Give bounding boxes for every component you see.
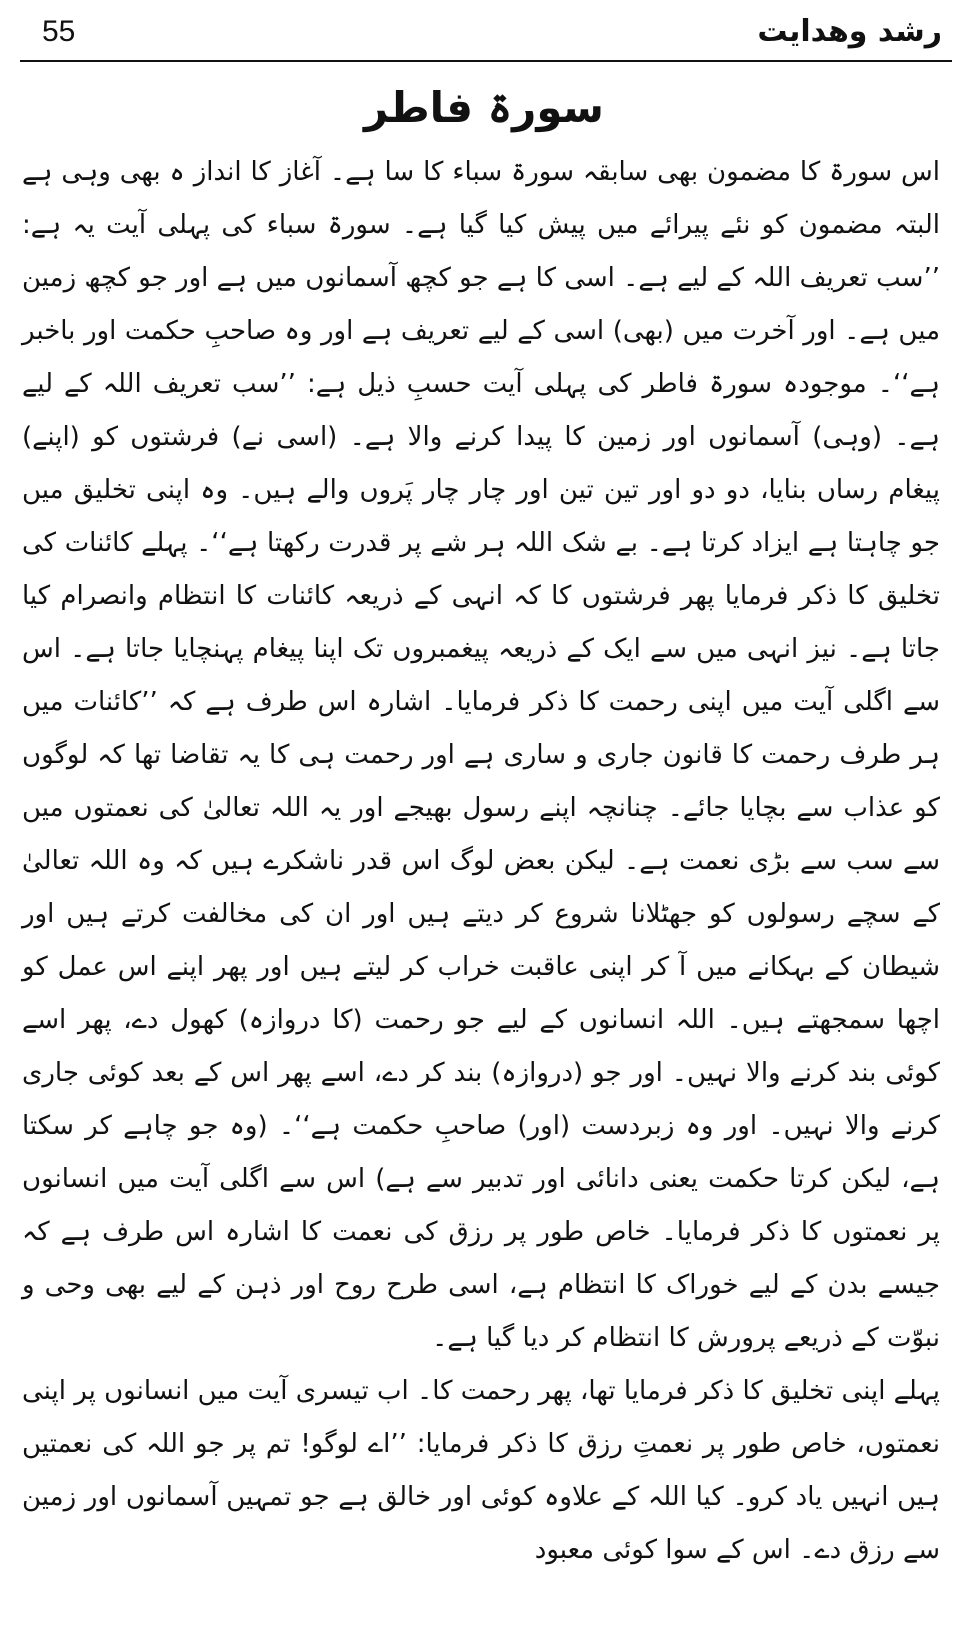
header-rule [20,60,952,62]
chapter-title: سورۃ فاطر [363,83,604,132]
body-text [22,146,940,1577]
paragraph-1: اس سورۃ کا مضمون بھی سابقہ سورۃ سباء کا سا ہے۔ آغاز کا انداز ہ بھی وہی ہے البتہ مضمون کو نئے پیرائے میں پیش کیا گیا ہے۔ سورۃ سباء کی پہلی آیت یہ ہے: ’’سب تعریف اللہ کے لیے ہے۔ اسی کا ہے جو کچھ آسمانوں میں ہے اور جو کچھ زمین میں ہے۔ اور آخرت میں (بھی) اسی کے لیے تعریف ہے اور وہ صاحبِ حکمت اور باخبر ہے‘‘۔ موجودہ سورۃ فاطر کی پہلی آیت حسبِ ذیل ہے: ’’سب تعریف اللہ کے لیے ہے۔ (وہی) آسمانوں اور زمین کا پیدا کرنے والا ہے۔ (اسی نے) فرشتوں کو (اپنے) پیغام رساں بنایا، دو دو اور تین تین اور چار چار پَروں والے ہیں۔ وہ اپنی تخلیق میں جو چاہتا ہے ایزاد کرتا ہے۔ بے شک اللہ ہر شے پر قدرت رکھتا ہے‘‘۔ پہلے کائنات کی تخلیق کا ذکر فرمایا پھر فرشتوں کا کہ انہی کے ذریعہ کائنات کا انتظام وانصرام کیا جاتا ہے۔ نیز انہی میں سے ایک کے ذریعہ پیغمبروں تک اپنا پیغام پہنچایا جاتا ہے۔ اس سے اگلی آیت میں اپنی رحمت کا ذکر فرمایا۔ اشارہ اس طرف ہے کہ ’’کائنات میں ہر طرف رحمت کا قانون جاری و ساری ہے اور رحمت ہی کا یہ تقاضا تھا کہ لوگوں کو عذاب سے بچایا جائے۔ چنانچہ اپنے رسول بھیجے اور یہ اللہ تعالیٰ کی نعمتوں میں سے سب سے بڑی نعمت ہے۔ لیکن بعض لوگ اس قدر ناشکرے ہیں کہ وہ اللہ تعالیٰ کے سچے رسولوں کو جھٹلانا شروع کر دیتے ہیں اور ان کی مخالفت کرتے ہیں اور شیطان کے بہکانے میں آ کر اپنی عاقبت خراب کر لیتے ہیں اور پھر اپنے اس عمل کو اچھا سمجھتے ہیں۔ اللہ انسانوں کے لیے جو رحمت (کا دروازہ) کھول دے، پھر اسے کوئی بند کرنے والا نہیں۔ اور جو (دروازہ) بند کر دے، اسے پھر اس کے بعد کوئی جاری کرنے والا نہیں۔ اور وہ زبردست (اور) صاحبِ حکمت ہے‘‘۔ (وہ جو چاہے کر سکتا ہے، لیکن کرتا حکمت یعنی دانائی اور تدبیر سے ہے) اس سے اگلی آیت میں انسانوں پر نعمتوں کا ذکر فرمایا۔ خاص طور پر رزق کی نعمت کا اشارہ اس طرف ہے کہ جیسے بدن کے لیے خوراک کا انتظام ہے، اسی طرح روح اور ذہن کے لیے بھی وحی و نبوّت کے ذریعے پرورش کا انتظام کر دیا گیا ہے۔ [22,157,940,1353]
paragraph-2: پہلے اپنی تخلیق کا ذکر فرمایا تھا، پھر رحمت کا۔ اب تیسری آیت میں انسانوں پر اپنی نعمتوں، خاص طور پر نعمتِ رزق کا ذکر فرمایا: ’’اے لوگو! تم پر جو اللہ کی نعمتیں ہیں انہیں یاد کرو۔ کیا اللہ کے علاوہ کوئی اور خالق ہے جو تمہیں آسمانوں اور زمین سے رزق دے۔ اس کے سوا کوئی معبود [21,1376,940,1565]
page-number: 55 [42,15,76,48]
running-head: رشد وهدایت [757,14,942,49]
